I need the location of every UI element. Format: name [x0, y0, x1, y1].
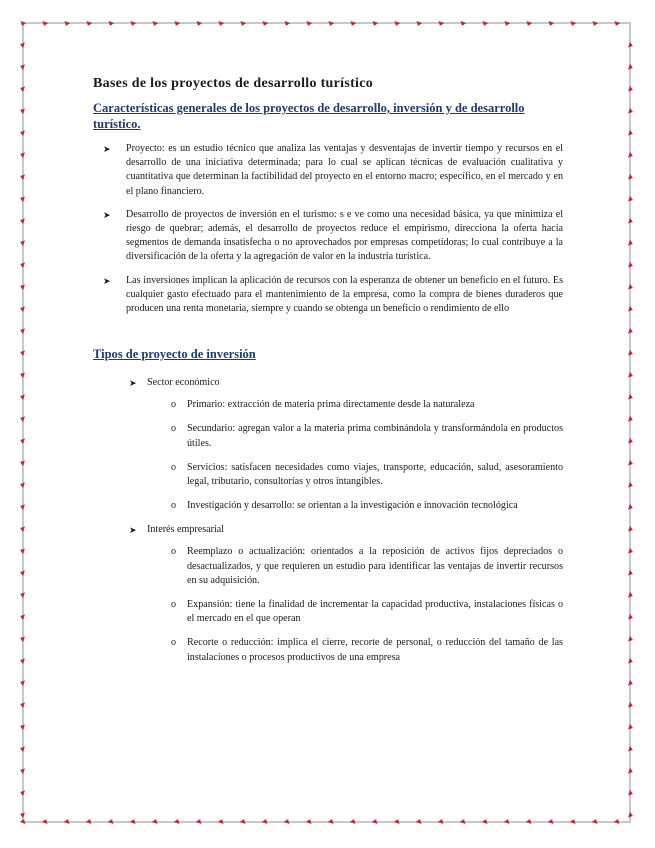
arrow-bullet-icon: ➤ [103, 275, 111, 286]
caracteristicas-list [93, 142, 563, 316]
arrow-bullet-icon: ➤ [129, 525, 137, 536]
list-item: o Investigación y desarrollo: se orientan a la investigación e innovación tecnológica [171, 499, 563, 513]
circle-bullet-icon: o [171, 423, 176, 435]
list-item: o Primario: extracción de materia prima directamente desde la naturaleza [171, 398, 563, 412]
group-label-interes-empresarial: ➤ Interés empresarial [129, 524, 225, 536]
interes-empresarial-list [93, 545, 563, 664]
circle-bullet-icon: o [171, 637, 176, 649]
list-item: o Servicios: satisfacen necesidades como viajes, transporte, educación, salud, asesoramiento legal, tributario, consultorías y otros intangibles. [171, 461, 563, 488]
arrow-bullet-icon: ➤ [129, 378, 137, 389]
section-heading-tipos: Tipos de proyecto de inversión [93, 347, 256, 362]
list-item: o Secundario: agregan valor a la materia prima combinándola y transformándola en productos útiles. [171, 423, 563, 449]
group-label-sector-economico: ➤ Sector económico [129, 377, 220, 389]
arrow-bullet-icon: ➤ [103, 209, 111, 220]
circle-bullet-icon: o [171, 546, 176, 558]
list-item: ➤ Las inversiones implican la aplicación de recursos con la esperanza de obtener un beneficio en el futuro. Es cualquier gasto efectuado para el mantenimiento de la empresa, como la compra de bienes duraderos que producen una renta monetaria, siempre y cuando se obtenga un beneficio o rendimiento de ello [103, 274, 563, 315]
list-item: o Expansión: tiene la finalidad de incrementar la capacidad productiva, instalaciones físicas o el mercado en el que operan [171, 599, 563, 625]
list-item: ➤ Proyecto: es un estudio técnico que analiza las ventajas y desventajas de invertir tiempo y recursos en el desarrollo de una iniciativa determinada; para lo cual se aplican técnicas de evaluación cualitativa y cuantitativa que determinan la factibilidad del proyecto en el entorno macro; específico, en el mercado y en el plano financiero. [103, 143, 563, 197]
circle-bullet-icon: o [171, 461, 176, 473]
list-item: ➤ Desarrollo de proyectos de inversión en el turismo: s e ve como una necesidad básica, ya que minimiza el riesgo de quebrar; además, el desarrollo de proyectos reduce el empirismo, direcciona la oferta hacia segmentos de demanda insatisfecha o no aprovechados por empresas competidoras; lo cual contribuye a la diversificación de la oferta y la agregación de valor en la industria turística. [103, 208, 563, 263]
circle-bullet-icon: o [171, 399, 176, 411]
list-item: o Recorte o reducción: implica el cierre, recorte de personal, o reducción del tamaño de las instalaciones o procesos productivos de una empresa [171, 637, 563, 663]
circle-bullet-icon: o [171, 500, 176, 512]
document-title: Bases de los proyectos de desarrollo turístico [93, 76, 374, 91]
section-heading-caracteristicas: Características generales de los proyectos de desarrollo, inversión y de desarrollo turístico. [93, 101, 525, 131]
list-item: o Reemplazo o actualización: orientados a la reposición de activos fijos depreciados o desactualizados, y que requieren un estudio para identificar las ventajas de invertir recursos en su adquisición. [171, 546, 563, 586]
arrow-bullet-icon: ➤ [103, 144, 111, 154]
document-body [93, 76, 563, 675]
circle-bullet-icon: o [171, 599, 176, 611]
sector-economico-list [93, 398, 563, 513]
